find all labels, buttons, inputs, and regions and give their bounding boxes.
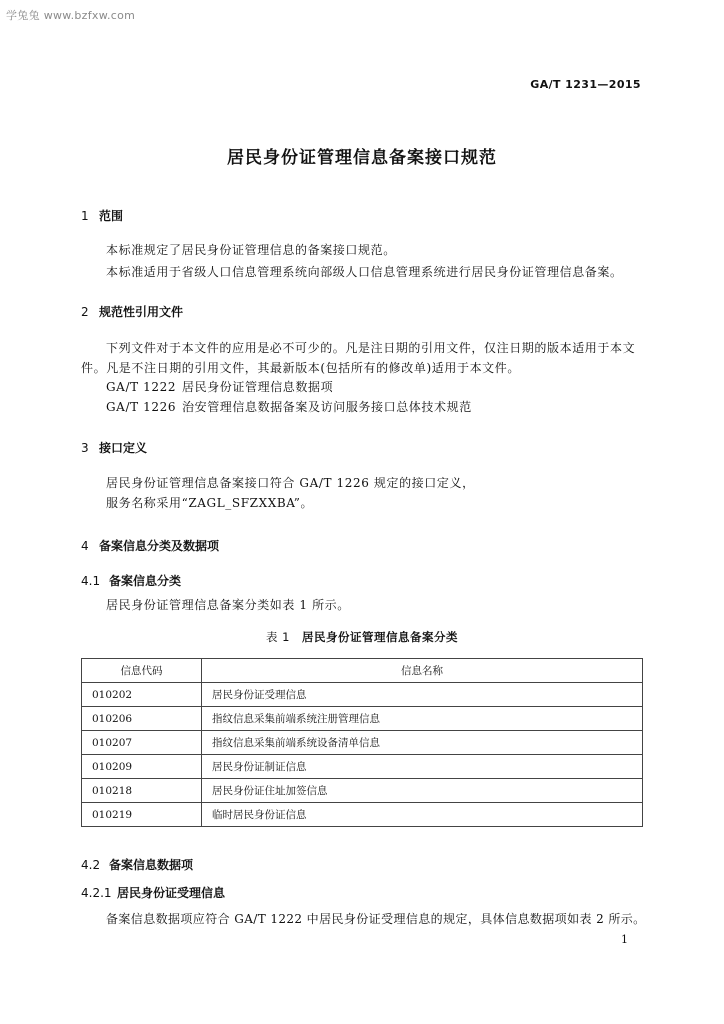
page-number: 1 bbox=[621, 933, 628, 946]
document-title: 居民身份证管理信息备案接口规范 bbox=[227, 148, 497, 168]
table-caption bbox=[0, 629, 724, 645]
table-header-row bbox=[82, 659, 643, 683]
table-row bbox=[82, 731, 643, 755]
table-caption-number: 表 1 bbox=[266, 630, 290, 644]
section-2-heading bbox=[81, 303, 183, 320]
section-number: 4 bbox=[81, 539, 89, 553]
section-1-heading bbox=[81, 207, 123, 224]
table-row bbox=[82, 707, 643, 731]
standard-number: GA/T 1231—2015 bbox=[530, 78, 641, 91]
section-number: 4.2 bbox=[81, 858, 101, 872]
section-title: 规范性引用文件 bbox=[99, 305, 184, 319]
section-number: 2 bbox=[81, 305, 89, 319]
section-3-paragraph-1: 居民身份证管理信息备案接口符合 GA/T 1226 规定的接口定义， bbox=[106, 476, 475, 490]
table-caption-title: 居民身份证管理信息备案分类 bbox=[301, 630, 458, 644]
info-name-cell: 居民身份证受理信息 bbox=[202, 683, 643, 707]
section-4-2-1-heading bbox=[81, 884, 225, 901]
reference-item bbox=[106, 400, 472, 414]
section-number: 1 bbox=[81, 209, 89, 223]
section-4-2-1-paragraph: 备案信息数据项应符合 GA/T 1222 中居民身份证受理信息的规定，具体信息数据项如表 2 所示。 bbox=[106, 912, 646, 926]
section-4-1-paragraph: 居民身份证管理信息备案分类如表 1 所示。 bbox=[106, 598, 350, 612]
classification-table bbox=[81, 658, 643, 827]
section-1-paragraph-1: 本标准规定了居民身份证管理信息的备案接口规范。 bbox=[106, 243, 396, 257]
section-title: 备案信息分类及数据项 bbox=[99, 539, 220, 553]
info-name-cell: 指纹信息采集前端系统设备清单信息 bbox=[202, 731, 643, 755]
info-name-cell: 居民身份证制证信息 bbox=[202, 755, 643, 779]
reference-name: 治安管理信息数据备案及访问服务接口总体技术规范 bbox=[182, 400, 472, 414]
table-row bbox=[82, 803, 643, 827]
section-number: 4.2.1 bbox=[81, 886, 112, 900]
info-code-cell: 010202 bbox=[82, 683, 202, 707]
reference-name: 居民身份证管理信息数据项 bbox=[182, 380, 334, 394]
section-3-paragraph-2: 服务名称采用“ZAGL_SFZXXBA”。 bbox=[106, 496, 314, 510]
section-2-paragraph-line-1: 下列文件对于本文件的应用是必不可少的。凡是注日期的引用文件，仅注日期的版本适用于本文 bbox=[106, 341, 636, 355]
reference-code: GA/T 1226 bbox=[106, 400, 177, 414]
section-number: 3 bbox=[81, 441, 89, 455]
section-title: 居民身份证受理信息 bbox=[117, 886, 226, 900]
section-4-2-heading bbox=[81, 856, 193, 873]
info-name-cell: 居民身份证住址加签信息 bbox=[202, 779, 643, 803]
section-4-heading bbox=[81, 537, 219, 554]
info-name-cell: 临时居民身份证信息 bbox=[202, 803, 643, 827]
section-title: 备案信息数据项 bbox=[109, 858, 194, 872]
table-row bbox=[82, 755, 643, 779]
table-row bbox=[82, 683, 643, 707]
section-title: 范围 bbox=[99, 209, 124, 223]
section-1-paragraph-2: 本标准适用于省级人口信息管理系统向部级人口信息管理系统进行居民身份证管理信息备案。 bbox=[106, 265, 623, 279]
section-2-paragraph-line-2: 件。凡是不注日期的引用文件，其最新版本(包括所有的修改单)适用于本文件。 bbox=[81, 361, 520, 375]
info-code-cell: 010218 bbox=[82, 779, 202, 803]
section-3-heading bbox=[81, 439, 147, 456]
info-code-cell: 010209 bbox=[82, 755, 202, 779]
column-header-name: 信息名称 bbox=[202, 659, 643, 683]
reference-item bbox=[106, 380, 333, 394]
section-number: 4.1 bbox=[81, 574, 101, 588]
section-title: 接口定义 bbox=[99, 441, 148, 455]
watermark: 学兔兔 www.bzfxw.com bbox=[6, 9, 136, 22]
info-code-cell: 010219 bbox=[82, 803, 202, 827]
column-header-code: 信息代码 bbox=[82, 659, 202, 683]
info-code-cell: 010206 bbox=[82, 707, 202, 731]
section-4-1-heading bbox=[81, 572, 181, 589]
table-row bbox=[82, 779, 643, 803]
info-code-cell: 010207 bbox=[82, 731, 202, 755]
info-name-cell: 指纹信息采集前端系统注册管理信息 bbox=[202, 707, 643, 731]
section-title: 备案信息分类 bbox=[109, 574, 182, 588]
reference-code: GA/T 1222 bbox=[106, 380, 177, 394]
